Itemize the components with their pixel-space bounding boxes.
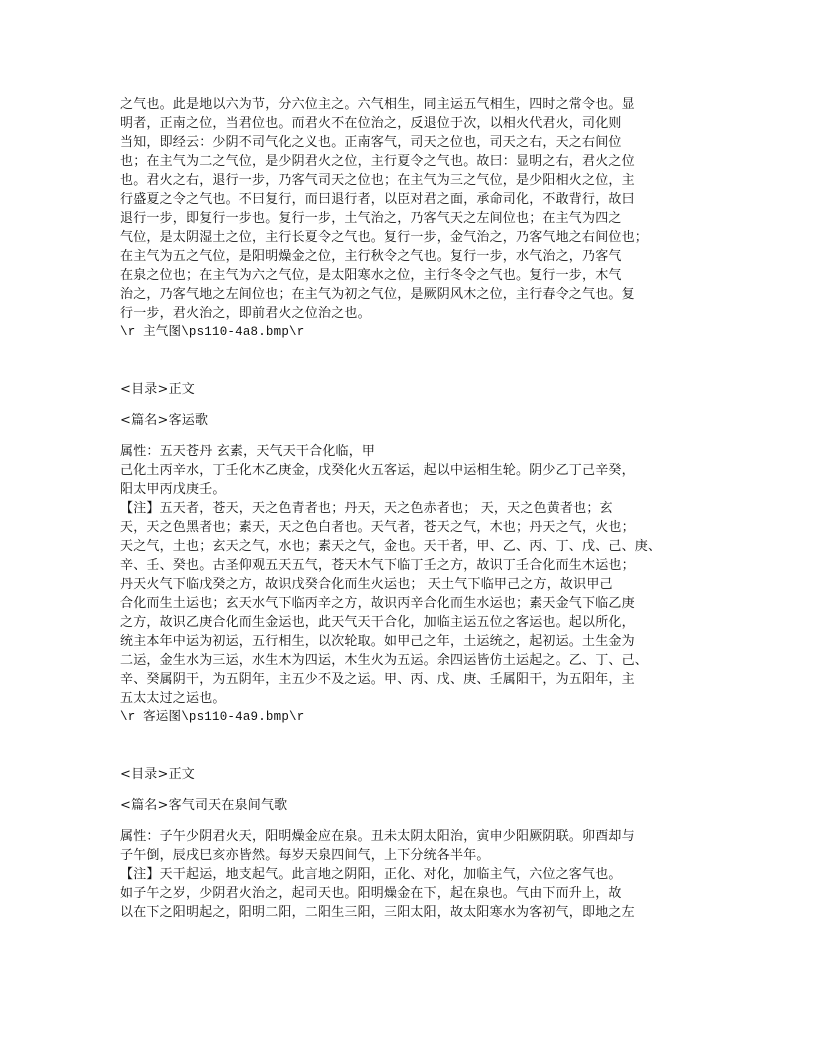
text-line: 明者，正南之位，当君位也。而君火不在位治之，反退位于次，以相火代君火，司化则 xyxy=(120,116,622,131)
section-keyun xyxy=(120,380,680,727)
text-line: 之气也。此是地以六为节，分六位主之。六气相生，同主运五气相生，四时之常令也。显 xyxy=(120,97,635,112)
text-line: 气位，是太阴湿土之位，主行长夏令之气也。复行一步，金气治之，乃客气地之右间位也； xyxy=(120,230,649,245)
section-keqi xyxy=(120,765,680,922)
text-line: 天之气，土也；玄天之气，水也；素天之气，金也。天干者，甲、乙、丙、丁、戊、己、庚、 xyxy=(120,539,662,554)
text-line: 治之，乃客气地之左间位也；在主气为初之气位，是厥阴风木之位，主行春令之气也。复 xyxy=(120,287,635,302)
text-line: 天，天之色黑者也；素天，天之色白者也。天气者，苍天之气，木也；丹天之气，火也； xyxy=(120,520,635,535)
text-line: 属性：子午少阴君火天，阳明燥金应在泉。丑未太阴太阳治，寅申少阳厥阴联。卯酉却与 xyxy=(120,829,635,844)
document-page xyxy=(120,95,680,922)
toc-label: <目录>正文 xyxy=(120,767,195,782)
text-line: 【注】五天者，苍天，天之色青者也；丹天，天之色赤者也； 天，天之色黄者也；玄 xyxy=(120,501,613,516)
text-line: 统主本年中运为初运，五行相生，以次轮取。如甲己之年，土运统之，起初运。土生金为 xyxy=(120,634,635,649)
text-line: 属性：五天苍丹 玄素，天气天干合化临，甲 xyxy=(120,444,376,459)
text-line: 行一步，君火治之，即前君火之位治之也。 xyxy=(120,306,371,321)
text-line: 合化而生土运也；玄天水气下临丙辛之方，故识丙辛合化而生水运也；素天金气下临乙庚 xyxy=(120,596,635,611)
text-line: 也；在主气为二之气位，是少阴君火之位，主行夏令之气也。故曰：显明之右，君火之位 xyxy=(120,154,635,169)
text-line: 辛、癸属阴干，为五阴年，主五少不及之运。甲、丙、戊、庚、壬属阳干，为五阳年，主 xyxy=(120,672,635,687)
text-line: 子午倒，辰戌巳亥亦皆然。每岁天泉四间气，上下分统各半年。 xyxy=(120,848,490,863)
chapter-title: <篇名>客运歌 xyxy=(120,413,209,428)
text-line: 辛、壬、癸也。古圣仰观五天五气，苍天木气下临丁壬之方，故识丁壬合化而生木运也； xyxy=(120,558,635,573)
text-line: 阳太甲丙戊庚壬。 xyxy=(120,482,226,497)
text-line: 【注】天干起运，地支起气。此言地之阴阳，正化、对化，加临主气，六位之客气也。 xyxy=(120,867,622,882)
text-line: 己化土丙辛水，丁壬化木乙庚金，戊癸化火五客运，起以中运相生轮。阴少乙丁己辛癸， xyxy=(120,463,635,478)
chapter-title: <篇名>客气司天在泉间气歌 xyxy=(120,798,288,813)
text-line: 行盛夏之令之气也。不曰复行，而曰退行者，以臣对君之面，承命司化，不敢背行，故曰 xyxy=(120,192,635,207)
toc-label: <目录>正文 xyxy=(120,382,195,397)
image-reference: \r 客运图\ps110-4a9.bmp\r xyxy=(120,710,305,724)
text-line: 之方，故识乙庚合化而生金运也，此天气天干合化，加临主运五位之客运也。起以所化， xyxy=(120,615,635,630)
text-line: 当知，即经云：少阴不司气化之义也。正南客气，司天之位也，司天之右，天之右间位 xyxy=(120,135,622,150)
image-reference: \r 主气图\ps110-4a8.bmp\r xyxy=(120,325,305,339)
text-line: 二运，金生水为三运，水生木为四运，木生火为五运。余四运皆仿土运起之。乙、丁、己、 xyxy=(120,653,649,668)
text-line: 在泉之位也；在主气为六之气位，是太阳寒水之位，主行冬令之气也。复行一步，木气 xyxy=(120,268,622,283)
text-line: 也。君火之右，退行一步，乃客气司天之位也；在主气为三之气位，是少阳相火之位，主 xyxy=(120,173,635,188)
text-line: 以在下之阳明起之，阳明二阳，二阳生三阳，三阳太阳，故太阳寒水为客初气，即地之左 xyxy=(120,905,635,920)
text-line: 在主气为五之气位，是阳明燥金之位，主行秋令之气也。复行一步，水气治之，乃客气 xyxy=(120,249,622,264)
section-zhuqi-text xyxy=(120,95,680,342)
text-line: 退行一步，即复行一步也。复行一步，土气治之，乃客气天之左间位也；在主气为四之 xyxy=(120,211,622,226)
text-line: 丹天火气下临戊癸之方，故识戊癸合化而生火运也； 天土气下临甲己之方，故识甲己 xyxy=(120,577,613,592)
text-line: 五太太过之运也。 xyxy=(120,691,226,706)
text-line: 如子午之岁，少阴君火治之，起司天也。阳明燥金在下，起在泉也。气由下而升上，故 xyxy=(120,886,622,901)
